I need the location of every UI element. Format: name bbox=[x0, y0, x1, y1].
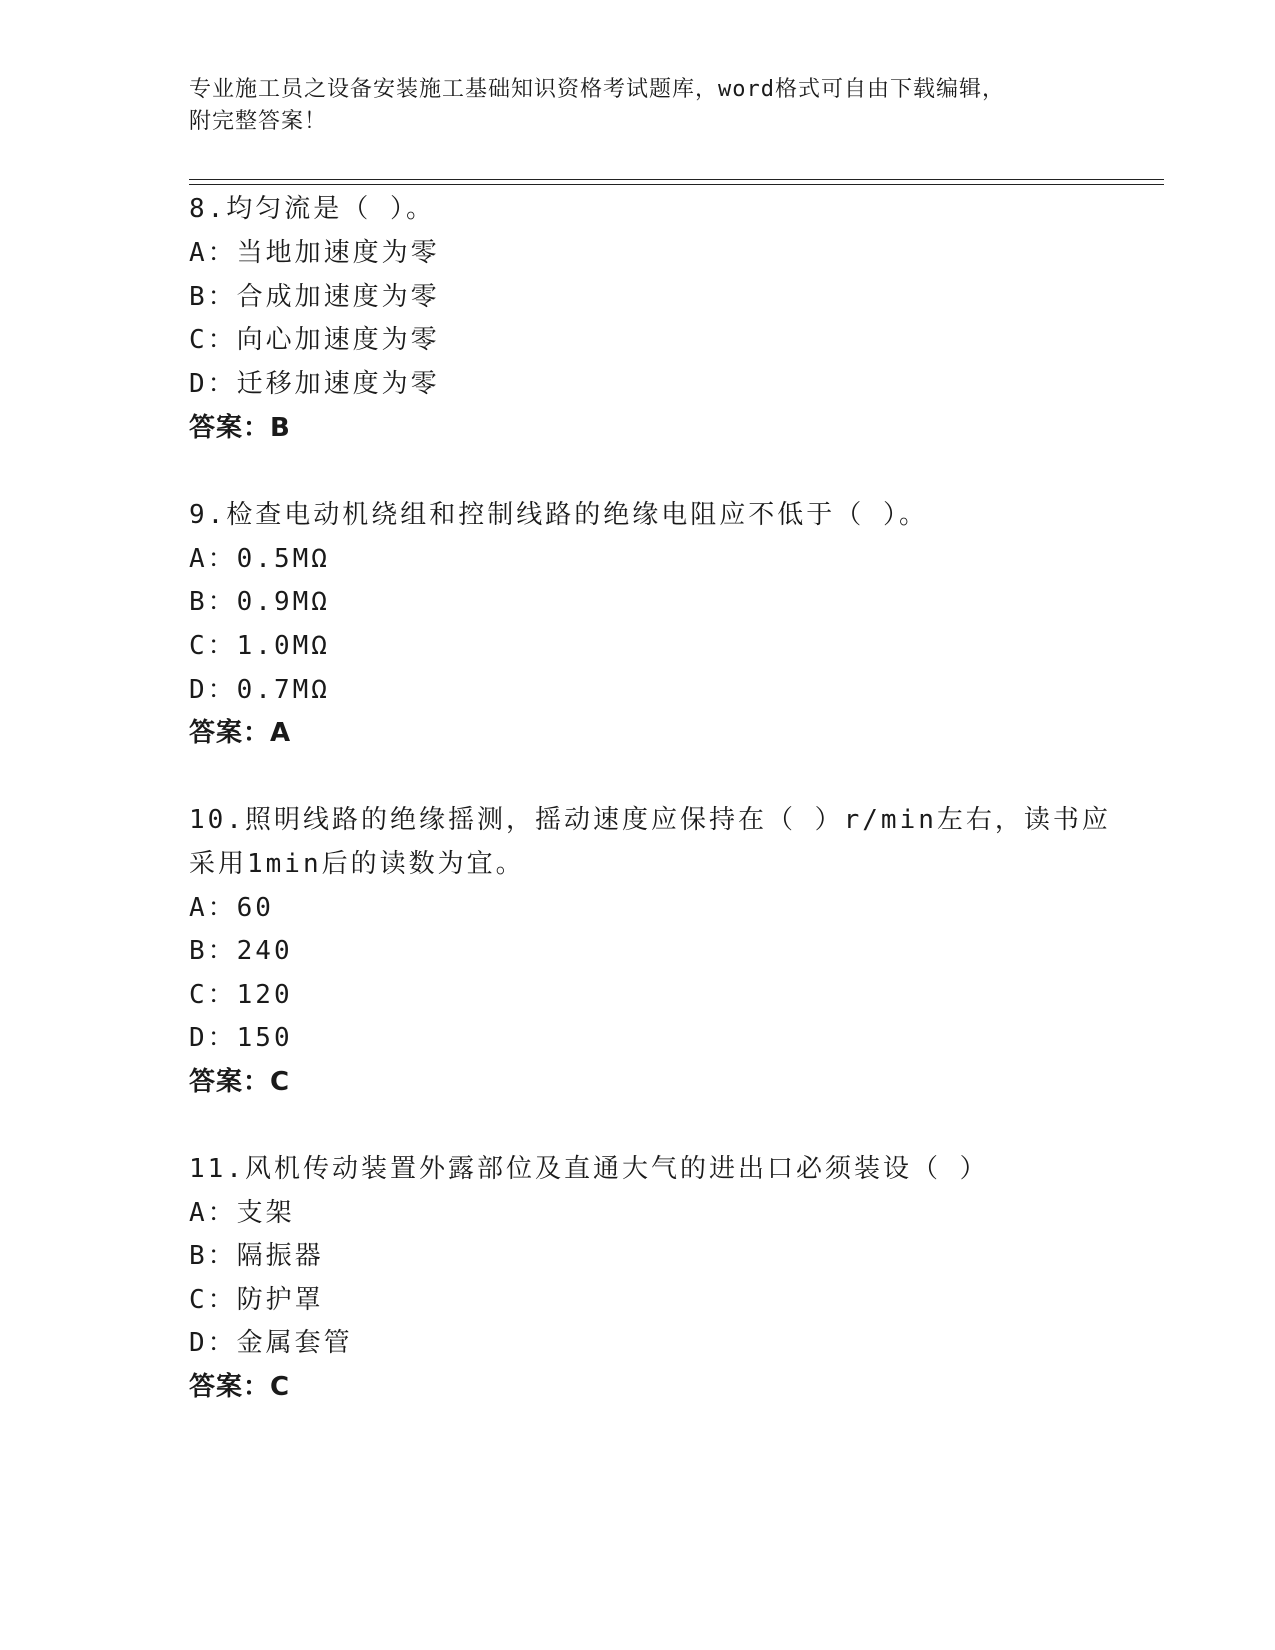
question-11-stem: 11.风机传动装置外露部位及直通大气的进出口必须装设（ ） bbox=[189, 1154, 989, 1184]
question-8-option-c: C：向心加速度为零 bbox=[189, 325, 440, 355]
question-9-option-d: D：0.7MΩ bbox=[189, 675, 330, 705]
question-8-stem: 8.均匀流是（ ）。 bbox=[189, 194, 435, 224]
question-9-answer: 答案：A bbox=[189, 718, 292, 748]
question-8-answer: 答案：B bbox=[189, 413, 291, 443]
question-10-option-d: D：150 bbox=[189, 1023, 293, 1053]
question-8-option-b: B：合成加速度为零 bbox=[189, 282, 440, 312]
header-divider-top bbox=[189, 179, 1164, 180]
question-8-option-d: D：迁移加速度为零 bbox=[189, 369, 440, 399]
question-11-option-d: D：金属套管 bbox=[189, 1328, 353, 1358]
question-11-option-c: C：防护罩 bbox=[189, 1285, 324, 1315]
question-11-option-a: A：支架 bbox=[189, 1198, 295, 1228]
question-10-stem-continued: 采用1min后的读数为宜。 bbox=[189, 849, 525, 879]
question-11-answer: 答案：C bbox=[189, 1372, 291, 1402]
question-10-option-a: A：60 bbox=[189, 893, 274, 923]
header-line-2: 附完整答案！ bbox=[189, 109, 328, 134]
question-11-option-b: B：隔振器 bbox=[189, 1241, 324, 1271]
question-10-option-c: C：120 bbox=[189, 980, 293, 1010]
header-divider-bottom bbox=[189, 184, 1164, 185]
header-line-1: 专业施工员之设备安装施工基础知识资格考试题库，word格式可自由下载编辑， bbox=[189, 77, 1005, 102]
question-9-stem: 9.检查电动机绕组和控制线路的绝缘电阻应不低于（ ）。 bbox=[189, 500, 928, 530]
question-9-option-b: B：0.9MΩ bbox=[189, 587, 330, 617]
document-header bbox=[189, 74, 1089, 138]
question-8-option-a: A：当地加速度为零 bbox=[189, 238, 440, 268]
question-9-option-c: C：1.0MΩ bbox=[189, 631, 330, 661]
question-9-option-a: A：0.5MΩ bbox=[189, 544, 330, 574]
question-10-answer: 答案：C bbox=[189, 1067, 291, 1097]
question-10-stem: 10.照明线路的绝缘摇测，摇动速度应保持在（ ）r/min左右，读书应 bbox=[189, 805, 1111, 835]
question-10-option-b: B：240 bbox=[189, 936, 293, 966]
